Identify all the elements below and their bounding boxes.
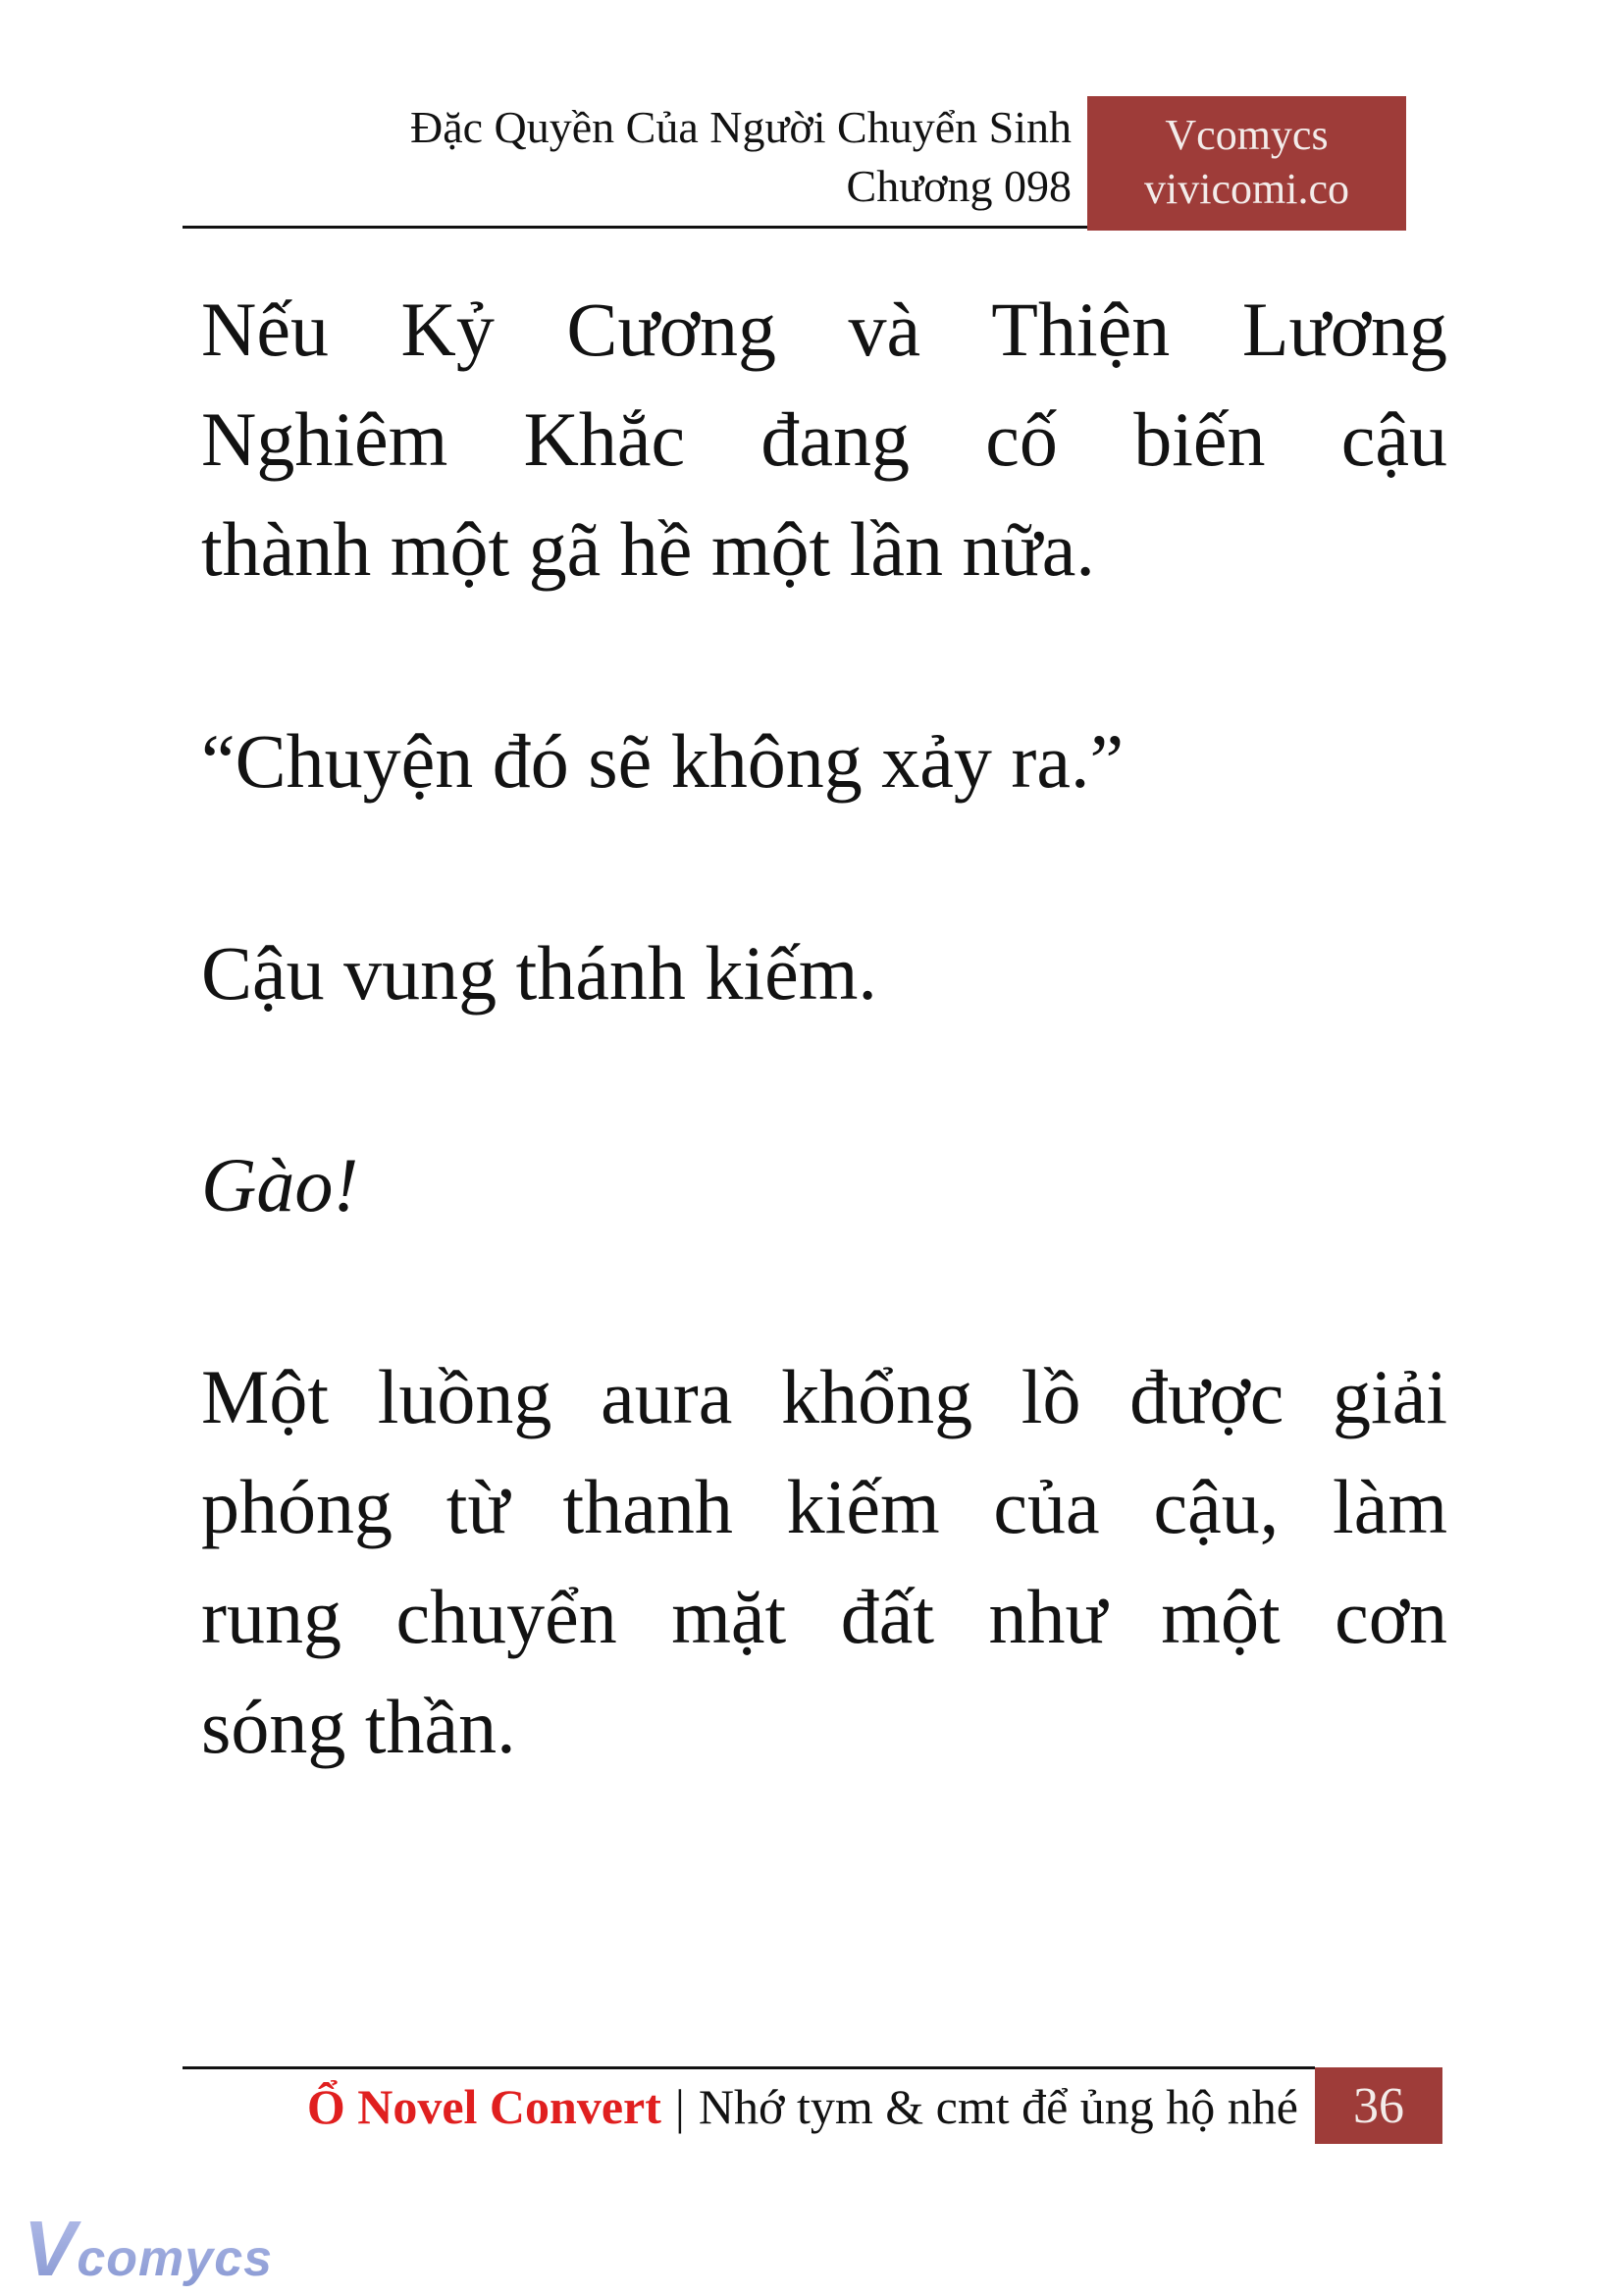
paragraph-italic [201, 1130, 1447, 1240]
footer-note: Nhớ tym & cmt để ủng hộ nhé [698, 2079, 1298, 2134]
body-line: Nếu Kỷ Cương và Thiện Lương [201, 287, 1447, 372]
footer-separator: | [674, 2079, 685, 2134]
converter-name: Ổ Novel Convert [306, 2079, 661, 2134]
publisher-site-url: vivicomi.co [1144, 165, 1349, 213]
header-divider [183, 226, 1087, 229]
chapter-number: Chương 098 [846, 161, 1072, 211]
paragraph [201, 275, 1447, 604]
body-line: “Chuyện đó sẽ không xảy ra.” [201, 718, 1125, 804]
body-line: Một luồng aura khổng lồ được giải [201, 1354, 1447, 1439]
page-number-badge [1315, 2067, 1442, 2144]
paragraph [201, 1342, 1447, 1782]
page-number: 36 [1353, 2077, 1404, 2134]
body-line: sóng thần. [201, 1684, 516, 1769]
body-line: Cậu vung thánh kiếm. [201, 930, 877, 1016]
body-line: rung chuyển mặt đất như một cơn [201, 1574, 1447, 1659]
body-text [201, 275, 1447, 1884]
paragraph [201, 706, 1447, 816]
footer-divider [183, 2066, 1315, 2069]
header-title-block [410, 98, 1072, 216]
body-line: thành một gã hề một lần nữa. [201, 506, 1095, 592]
publisher-badge [1087, 96, 1406, 231]
vcomycs-watermark-logo: Vcomycs [24, 2210, 273, 2295]
body-line: Nghiêm Khắc đang cố biến cậu [201, 396, 1447, 482]
paragraph [201, 918, 1447, 1028]
footer-credit [307, 2077, 1298, 2136]
body-line: Gào! [201, 1142, 359, 1227]
publisher-name: Vcomycs [1165, 111, 1329, 159]
book-title: Đặc Quyền Của Người Chuyển Sinh [409, 102, 1072, 152]
body-line: phóng từ thanh kiếm của cậu, làm [201, 1464, 1447, 1549]
